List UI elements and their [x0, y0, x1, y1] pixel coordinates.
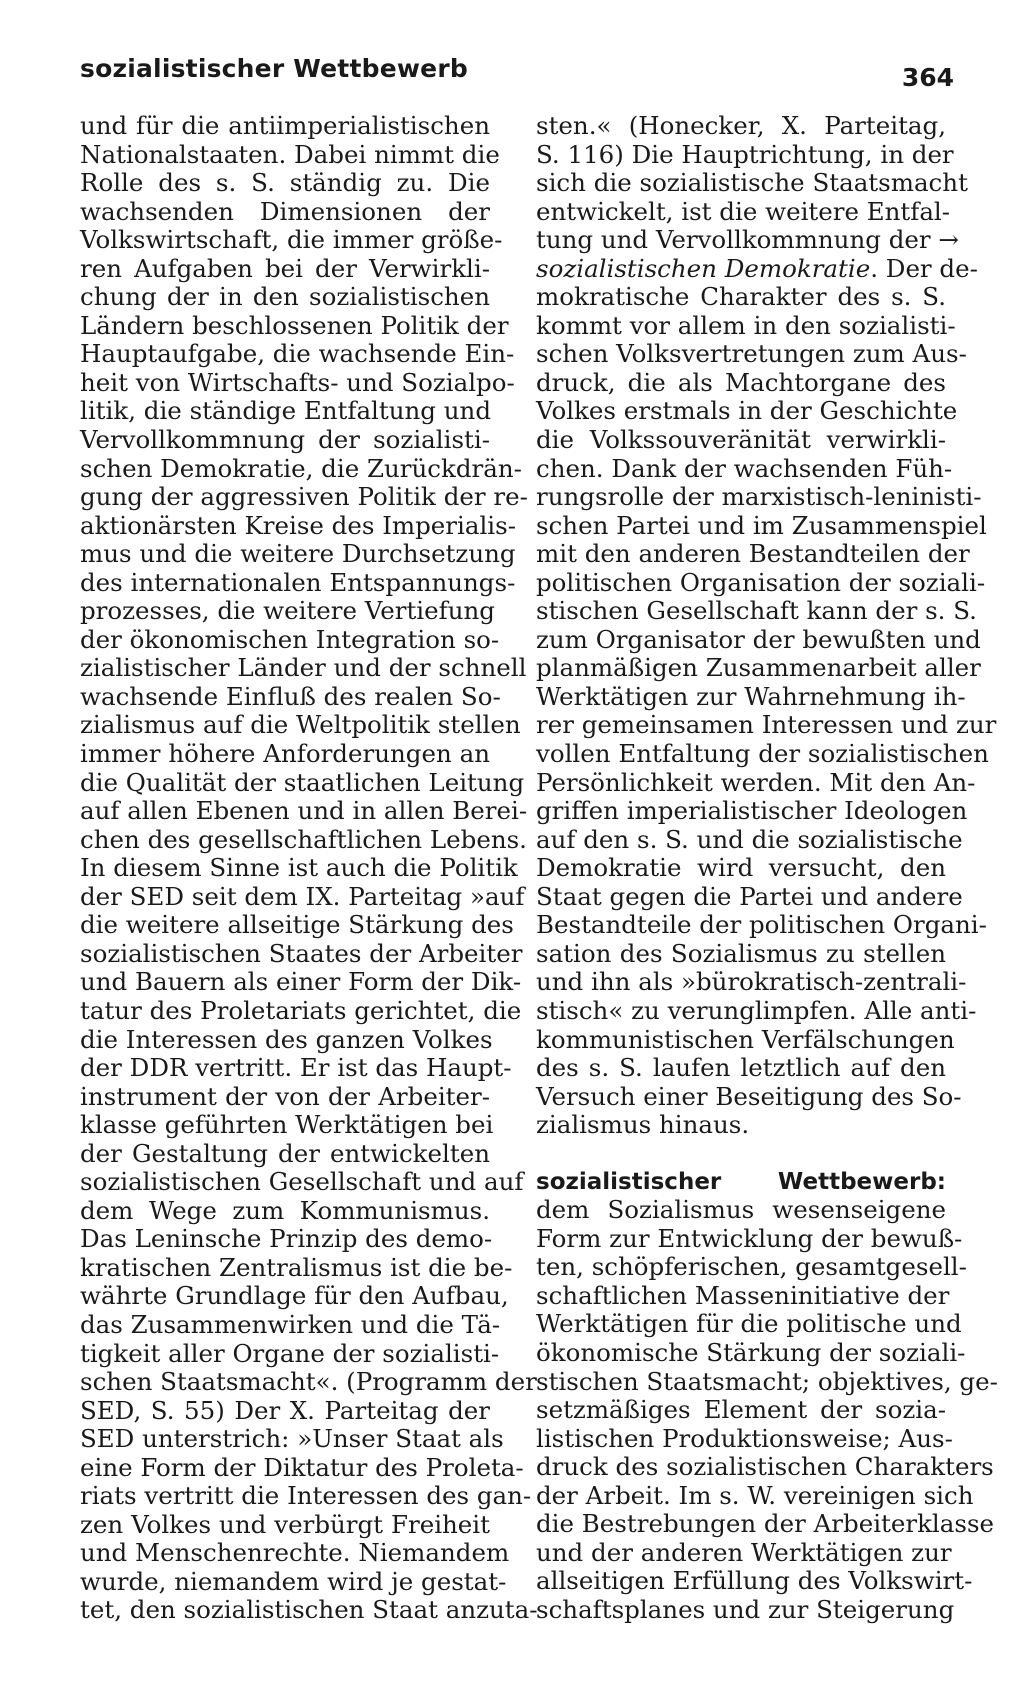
text-line: zialismus hinaus. [536, 1110, 750, 1140]
text-line: stischen Staatsmacht; objektives, ge- [536, 1366, 998, 1396]
text-line: SED unterstrich: »Unser Staat als [80, 1424, 504, 1454]
text-line: Ländern beschlossenen Politik der [80, 310, 509, 340]
text-line: Rolle des s. S. ständig zu. Die [80, 168, 490, 198]
text-line: wachsende Einfluß des realen So- [80, 681, 501, 711]
text-line: heit von Wirtschafts- und Sozialpo- [80, 367, 515, 397]
text-line: die Qualität der staatlichen Leitung [80, 767, 525, 797]
text-line: zum Organisator der bewußten und [536, 624, 981, 654]
text-line: Volkswirtschaft, die immer größe- [80, 225, 503, 255]
continued-entry-part1 [536, 111, 968, 255]
text-line: klasse geführten Werktätigen bei [80, 1110, 494, 1140]
text-line: listischen Produktionsweise; Aus- [536, 1423, 953, 1453]
right-column [536, 111, 998, 1624]
text-line: zen Volkes und verbürgt Freiheit [80, 1509, 490, 1539]
text-line-with-cross-reference [536, 253, 978, 284]
text-line: schen Volksvertretungen zum Aus- [536, 339, 967, 369]
text-line: die Volkssouveränität verwirkli- [536, 425, 946, 455]
left-column [80, 111, 538, 1625]
text-line: schaftlichen Masseninitiative der [536, 1280, 950, 1310]
text-line: sich die sozialistische Staatsmacht [536, 168, 968, 198]
text-line: der Arbeit. Im s. W. vereinigen sich [536, 1480, 974, 1510]
text-line: auf den s. S. und die sozialistische [536, 824, 963, 854]
running-head: sozialistischer Wettbewerb [80, 54, 468, 83]
text-line: stisch« zu verunglimpfen. Alle anti- [536, 995, 977, 1025]
text-line: zialistischer Länder und der schnell [80, 653, 527, 683]
text-line: ökonomische Stärkung der soziali- [536, 1337, 966, 1367]
text-line: Das Leninsche Prinzip des demo- [80, 1224, 493, 1254]
text-line: gung der aggressiven Politik der re- [80, 482, 528, 512]
text-line: griffen imperialistischer Ideologen [536, 796, 968, 826]
text-line: und für die antiimperialistischen [80, 111, 490, 140]
text-line: währte Grundlage für den Aufbau, [80, 1281, 509, 1311]
text-line: setzmäßiges Element der sozia- [536, 1395, 946, 1425]
text-line: chen des gesellschaftlichen Lebens. [80, 824, 527, 854]
text-line: planmäßigen Zusammenarbeit aller [536, 653, 981, 683]
text-line: allseitigen Erfüllung des Volkswirt- [536, 1566, 973, 1596]
text-line: der ökonomischen Integration so- [80, 624, 500, 654]
text-line: kommunistischen Verfälschungen [536, 1024, 955, 1054]
text-line: Werktätigen zur Wahrnehmung ih- [536, 681, 966, 711]
text-line: Hauptaufgabe, die wachsende Ein- [80, 339, 515, 369]
entry-separator [536, 1140, 946, 1168]
text-line: der DDR vertritt. Er ist das Haupt- [80, 1053, 512, 1083]
text-line: In diesem Sinne ist auch die Politik [80, 853, 518, 883]
text-line: schaftsplanes und zur Steigerung [536, 1594, 955, 1624]
text-line: ren Aufgaben bei der Verwirkli- [80, 253, 490, 283]
text-line: chung der in den sozialistischen [80, 282, 490, 312]
text-line: Form zur Entwicklung der bewuß- [536, 1223, 963, 1253]
text-line: Bestandteile der politischen Organi- [536, 910, 987, 940]
text-line: instrument der von der Arbeiter- [80, 1081, 490, 1111]
text-line: wachsenden Dimensionen der [80, 196, 490, 226]
text-line: sozialistischen Gesellschaft und auf [80, 1167, 524, 1197]
text-line: Vervollkommnung der sozialisti- [80, 425, 490, 455]
text-line: immer höhere Anforderungen an [80, 739, 490, 769]
text-line: stischen Gesellschaft kann der s. S. [536, 596, 977, 626]
text-line: das Zusammenwirken und die Tä- [80, 1309, 501, 1339]
text-line: schen Partei und im Zusammenspiel [536, 510, 987, 540]
text-line: und Bauern als einer Form der Dik- [80, 967, 522, 997]
text-line: Volkes erstmals in der Geschichte [536, 396, 958, 426]
text-line: rer gemeinsamen Interessen und zur [536, 710, 997, 740]
text-line: und ihn als »bürokratisch-zentrali- [536, 967, 967, 997]
text-line: druck des sozialistischen Charakters [536, 1452, 994, 1482]
text-line: tigkeit aller Organe der sozialisti- [80, 1338, 500, 1368]
text-line: des s. S. laufen letztlich auf den [536, 1053, 946, 1083]
text-line: litik, die ständige Entfaltung und [80, 396, 492, 426]
text-line: SED, S. 55) Der X. Parteitag der [80, 1395, 490, 1425]
text-line: tatur des Proletariats gerichtet, die [80, 995, 522, 1025]
text-line: prozesses, die weitere Vertiefung [80, 596, 495, 626]
text-line: schen Demokratie, die Zurückdrän- [80, 453, 522, 483]
text-line: schen Staatsmacht«. (Programm der [80, 1367, 537, 1397]
text-line: mokratische Charakter des s. S. [536, 282, 946, 312]
text-line: riats vertritt die Interessen des gan- [80, 1481, 532, 1511]
continued-entry-part2 [536, 282, 997, 1140]
text-line: sten.« (Honecker, X. Parteitag, [536, 111, 946, 140]
text-line: mus und die weitere Durchsetzung [80, 539, 516, 569]
text-line: kratischen Zentralismus ist die be- [80, 1252, 513, 1282]
text-line: die Interessen des ganzen Volkes [80, 1024, 493, 1054]
text-line: Staat gegen die Partei und andere [536, 881, 963, 911]
text-line: tung und Vervollkommnung der → [536, 225, 959, 255]
text-line: sation des Sozialismus zu stellen [536, 938, 946, 968]
text-line: sozialistischen Staates der Arbeiter [80, 938, 523, 968]
text-line: politischen Organisation der soziali- [536, 567, 986, 597]
text-line: und Menschenrechte. Niemandem [80, 1538, 510, 1568]
text-line: Werktätigen für die politische und [536, 1309, 962, 1339]
text-line: eine Form der Diktatur des Proleta- [80, 1452, 524, 1482]
text-line: die Bestrebungen der Arbeiterklasse [536, 1509, 995, 1539]
text-line: des internationalen Entspannungs- [80, 567, 516, 597]
text-line: Demokratie wird versucht, den [536, 853, 946, 883]
cross-reference-term: sozialistischen Demokratie [536, 253, 871, 283]
text-line: auf allen Ebenen und in allen Berei- [80, 796, 528, 826]
text-line: kommt vor allem in den sozialisti- [536, 310, 956, 340]
text-line: mit den anderen Bestandteilen der [536, 539, 970, 569]
text-line: dem Sozialismus wesenseigene [536, 1195, 946, 1225]
text-line: wurde, niemandem wird je gestat- [80, 1566, 507, 1596]
text-line: zialismus auf die Weltpolitik stellen [80, 710, 521, 740]
entry-body [536, 1195, 998, 1624]
text-line: der Gestaltung der entwickelten [80, 1138, 490, 1168]
text-line: die weitere allseitige Stärkung des [80, 910, 514, 940]
text-line: aktionärsten Kreise des Imperialis- [80, 510, 516, 540]
text-line: Nationalstaaten. Dabei nimmt die [80, 139, 500, 169]
text-line: druck, die als Machtorgane des [536, 367, 946, 397]
text-line: vollen Entfaltung der sozialistischen [536, 739, 989, 769]
text-line: chen. Dank der wachsenden Füh- [536, 453, 953, 483]
page-number: 364 [901, 63, 954, 92]
text-line: entwickelt, ist die weitere Entfal- [536, 196, 951, 226]
text-line: tet, den sozialistischen Staat anzuta- [80, 1595, 538, 1625]
text-line: Persönlichkeit werden. Mit den An- [536, 767, 976, 797]
text-line: S. 116) Die Hauptrichtung, in der [536, 139, 954, 169]
text-line: dem Wege zum Kommunismus. [80, 1195, 490, 1225]
entry-headword: sozialistischer Wettbewerb: [536, 1168, 946, 1195]
text-line: Versuch einer Beseitigung des So- [536, 1081, 962, 1111]
text-line: und der anderen Werktätigen zur [536, 1537, 952, 1567]
text-fragment: . Der de- [870, 253, 978, 283]
text-line: ten, schöpferischen, gesamtgesell- [536, 1252, 967, 1282]
text-line: der SED seit dem IX. Parteitag »auf [80, 881, 525, 911]
text-line: rungsrolle der marxistisch-leninisti- [536, 482, 982, 512]
